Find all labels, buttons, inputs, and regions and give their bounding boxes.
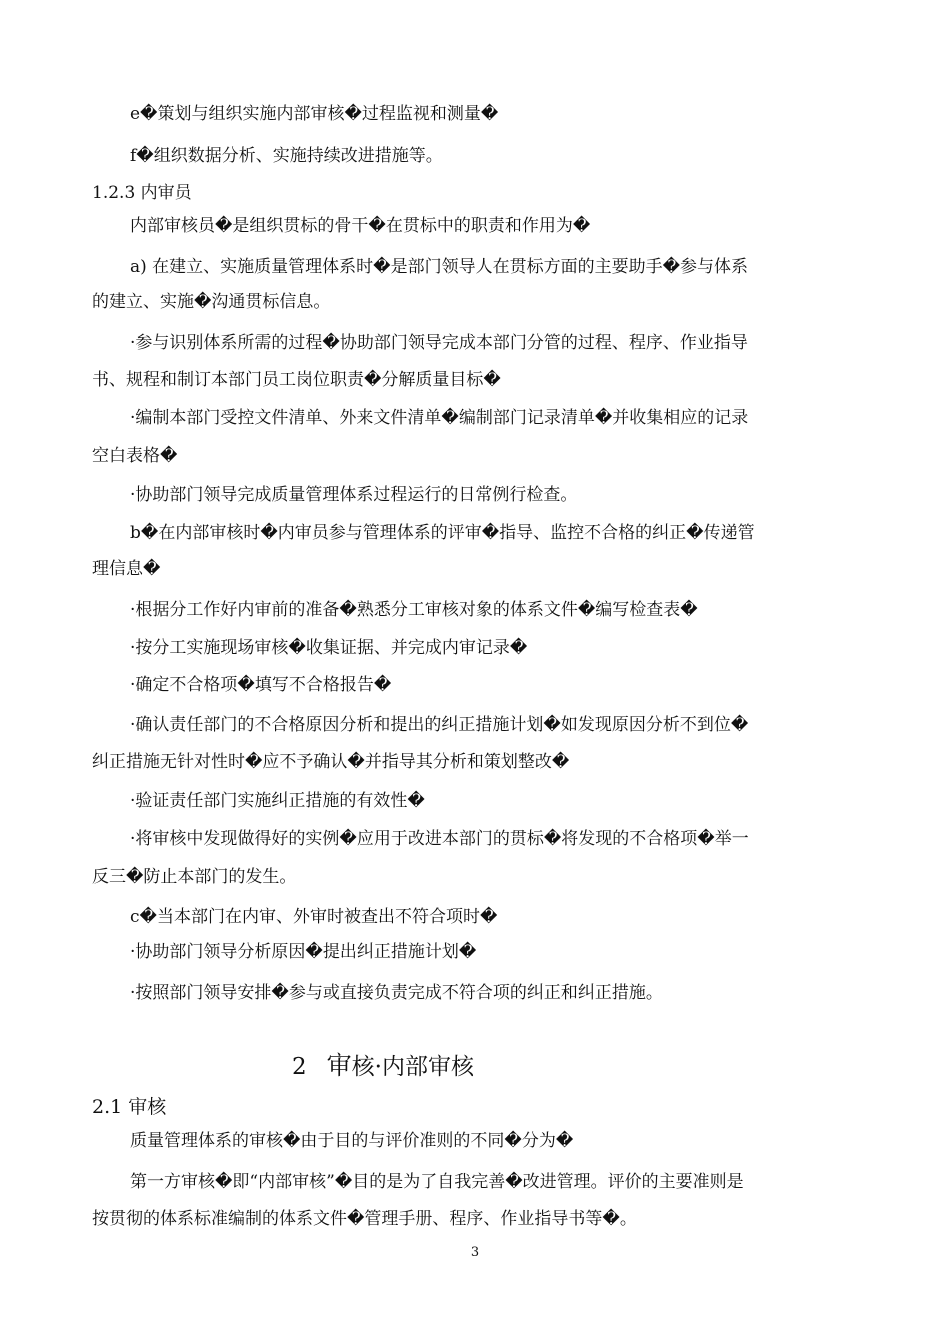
text-line: f�组织数据分析、实施持续改进措施等。 bbox=[130, 146, 443, 166]
text-line: ·将审核中发现做得好的实例�应用于改进本部门的贯标�将发现的不合格项�举一 bbox=[130, 829, 749, 849]
section-heading-1-2-3: 1.2.3 内审员 bbox=[92, 183, 192, 203]
text-line: ·协助部门领导完成质量管理体系过程运行的日常例行检查。 bbox=[130, 485, 578, 505]
text-line: 理信息� bbox=[92, 559, 161, 579]
text-line: c�当本部门在内审、外审时被查出不符合项时� bbox=[130, 907, 498, 927]
text-line: 按贯彻的体系标准编制的体系文件�管理手册、程序、作业指导书等�。 bbox=[92, 1209, 637, 1229]
chapter-heading bbox=[292, 1050, 474, 1083]
text-line: b�在内部审核时�内审员参与管理体系的评审�指导、监控不合格的纠正�传递管 bbox=[130, 523, 755, 543]
text-line: 质量管理体系的审核�由于目的与评价准则的不同�分为� bbox=[130, 1131, 574, 1151]
chapter-title-first-char: 审 bbox=[326, 1051, 352, 1080]
text-line: ·验证责任部门实施纠正措施的有效性� bbox=[130, 791, 425, 811]
chapter-title-rest: 核·内部审核 bbox=[351, 1054, 474, 1080]
text-line: ·根据分工作好内审前的准备�熟悉分工审核对象的体系文件�编写检查表� bbox=[130, 600, 698, 620]
text-line: a) 在建立、实施质量管理体系时�是部门领导人在贯标方面的主要助手�参与体系 bbox=[130, 257, 749, 277]
text-line: ·编制本部门受控文件清单、外来文件清单�编制部门记录清单�并收集相应的记录 bbox=[130, 408, 749, 428]
text-line: 纠正措施无针对性时�应不予确认�并指导其分析和策划整改� bbox=[92, 752, 570, 772]
page-number: 3 bbox=[470, 1245, 480, 1260]
text-line: 空白表格� bbox=[92, 446, 178, 466]
text-line: ·参与识别体系所需的过程�协助部门领导完成本部门分管的过程、程序、作业指导 bbox=[130, 333, 748, 353]
text-line: 第一方审核�即“内部审核”�目的是为了自我完善�改进管理。评价的主要准则是 bbox=[130, 1172, 744, 1192]
chapter-number: 2 bbox=[292, 1054, 307, 1080]
text-line: ·按照部门领导安排�参与或直接负责完成不符合项的纠正和纠正措施。 bbox=[130, 983, 663, 1003]
text-line: ·按分工实施现场审核�收集证据、并完成内审记录� bbox=[130, 638, 528, 658]
text-line: e�策划与组织实施内部审核�过程监视和测量� bbox=[130, 104, 499, 124]
text-line: 内部审核员�是组织贯标的骨干�在贯标中的职责和作用为� bbox=[130, 216, 591, 236]
text-line: ·协助部门领导分析原因�提出纠正措施计划� bbox=[130, 942, 477, 962]
text-line: 的建立、实施�沟通贯标信息。 bbox=[92, 292, 331, 312]
text-line: ·确定不合格项�填写不合格报告� bbox=[130, 675, 392, 695]
section-heading-2-1: 2.1 审核 bbox=[92, 1096, 167, 1118]
text-line: 反三�防止本部门的发生。 bbox=[92, 867, 297, 887]
text-line: 书、规程和制订本部门员工岗位职责�分解质量目标� bbox=[92, 370, 501, 390]
text-line: ·确认责任部门的不合格原因分析和提出的纠正措施计划�如发现原因分析不到位� bbox=[130, 715, 749, 735]
